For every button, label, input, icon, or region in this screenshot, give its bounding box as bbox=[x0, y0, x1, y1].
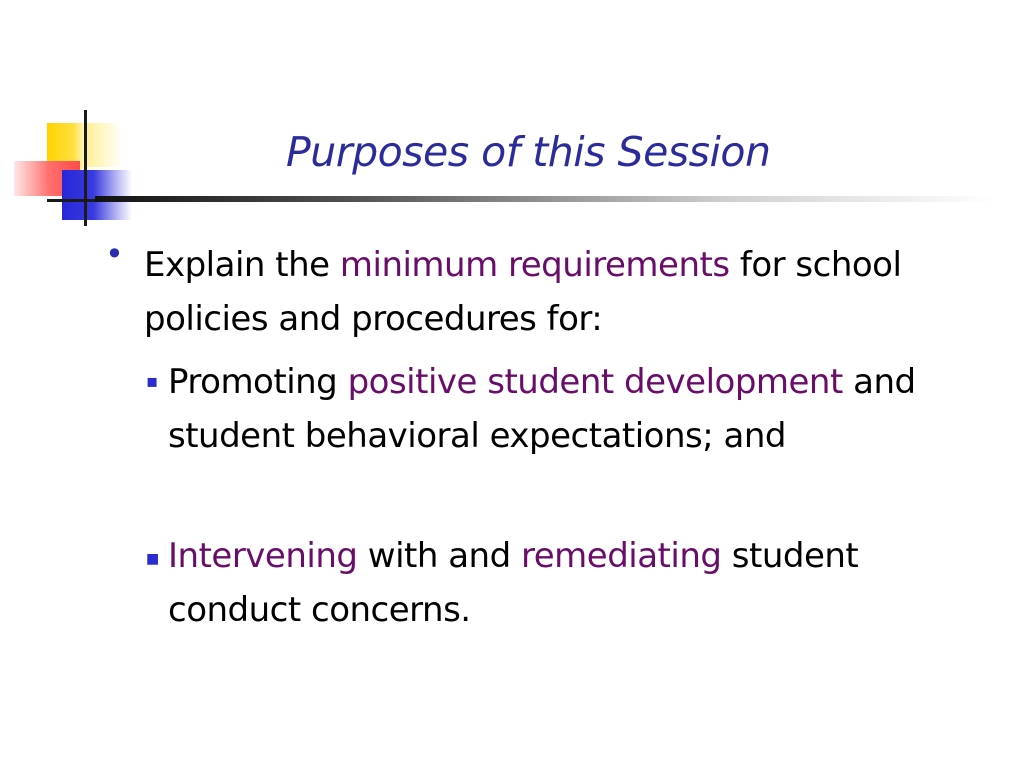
square-bullet-icon: ■ bbox=[146, 551, 160, 567]
square-bullet-icon: ▪ bbox=[146, 371, 159, 392]
highlight-positive-student-development: positive student development bbox=[347, 362, 843, 402]
highlight-remediating: remediating bbox=[521, 536, 722, 576]
title-underline-rule bbox=[95, 196, 995, 202]
sub-bullet-text-promoting: Promoting positive student development and student behavioral expectations; and bbox=[168, 362, 916, 456]
bullet-text-explain: Explain the minimum requirements for school policies and procedures for: bbox=[144, 245, 902, 339]
sub-bullet-text-intervening: Intervening with and remediating student conduct concerns. bbox=[168, 536, 859, 630]
highlight-minimum-requirements: minimum requirements bbox=[339, 245, 730, 285]
highlight-intervening: Intervening bbox=[168, 536, 358, 576]
decorative-vertical-line bbox=[84, 110, 87, 226]
bullet-icon: • bbox=[105, 235, 124, 273]
decorative-yellow-fade bbox=[85, 123, 123, 167]
decorative-blue-square bbox=[62, 170, 132, 220]
slide-title: Purposes of this Session bbox=[286, 128, 771, 176]
